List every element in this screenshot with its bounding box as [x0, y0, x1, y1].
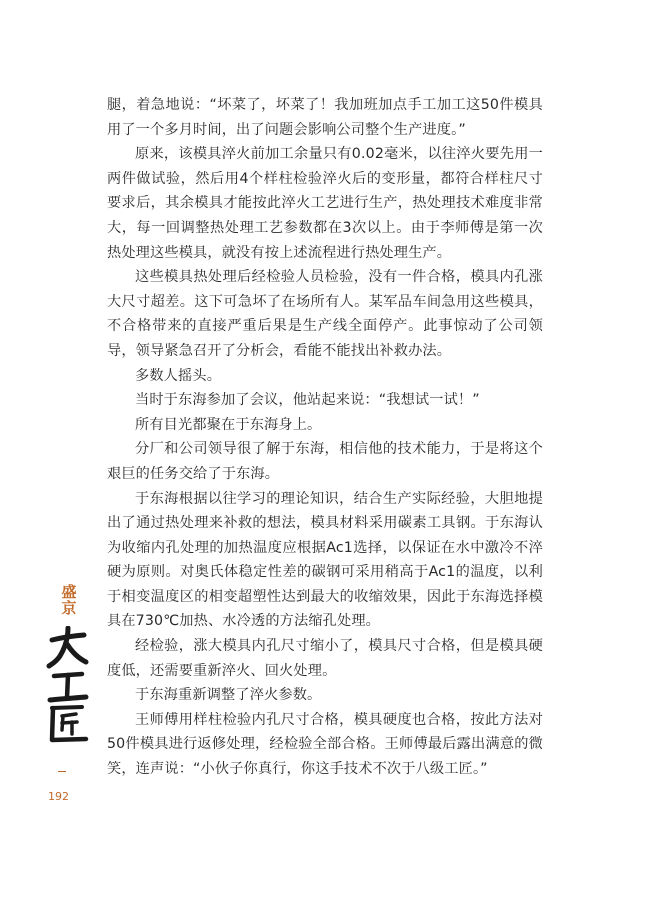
paragraph: 分厂和公司领导很了解于东海，相信他的技术能力，于是将这个艰巨的任务交给了于东海。 — [107, 441, 543, 482]
paragraph: 原来，该模具淬火前加工余量只有0.02毫米，以往淬火要先用一两件做试验，然后用4个样柱检验淬火后的变形量，都符合样柱尺寸要求后，其余模具才能按此淬火工艺进行生产，热处理技术难度非常大，每一回调整热处理工艺参数都在3次以上。由于李师傅是第一次热处理这些模具，就没有按上述流程进行热处理生产。 — [107, 146, 543, 261]
book-brand — [46, 584, 90, 748]
page-number-divider — [58, 771, 66, 772]
brand-calligraphy-logo — [46, 626, 90, 748]
paragraph: 于东海重新调整了淬火参数。 — [135, 687, 322, 704]
brand-subtitle: 盛京 — [59, 584, 78, 616]
body-text-column — [107, 93, 543, 782]
paragraph: 当时于东海参加了会议，他站起来说：“我想试一试！” — [135, 392, 480, 409]
paragraph: 于东海根据以往学习的理论知识，结合生产实际经验，大胆地提出了通过热处理来补救的想法，模具材料采用碳素工具钢。于东海认为收缩内孔处理的加热温度应根据Ac1选择，以保证在水中激冷不淬硬为原则。对奥氏体稳定性差的碳钢可采用稍高于Ac1的温度，以利于相变温度区的相变超塑性达到最大的收缩效果，因此于东海选择模具在730℃加热、水冷透的方法缩孔处理。 — [107, 490, 543, 630]
paragraph: 经检验，涨大模具内孔尺寸缩小了，模具尺寸合格，但是模具硬度低，还需要重新淬火、回火处理。 — [107, 638, 543, 679]
paragraph: 所有目光都聚在于东海身上。 — [135, 416, 322, 433]
paragraph: 这些模具热处理后经检验人员检验，没有一件合格，模具内孔涨大尺寸超差。这下可急坏了在场所有人。某军品车间急用这些模具，不合格带来的直接严重后果是生产线全面停产。此事惊动了公司领导，领导紧急召开了分析会，看能不能找出补救办法。 — [107, 269, 543, 359]
paragraph: 多数人摇头。 — [135, 367, 222, 384]
paragraph: 王师傅用样柱检验内孔尺寸合格，模具硬度也合格，按此方法对50件模具进行返修处理，经检验全部合格。王师傅最后露出满意的微笑，连声说：“小伙子你真行，你这手技术不次于八级工匠。” — [107, 711, 543, 778]
page-number: 192 — [48, 790, 69, 803]
paragraph: 腿，着急地说：“坏菜了，坏菜了！我加班加点手工加工这50件模具用了一个多月时间，出了问题会影响公司整个生产进度。” — [107, 97, 543, 138]
